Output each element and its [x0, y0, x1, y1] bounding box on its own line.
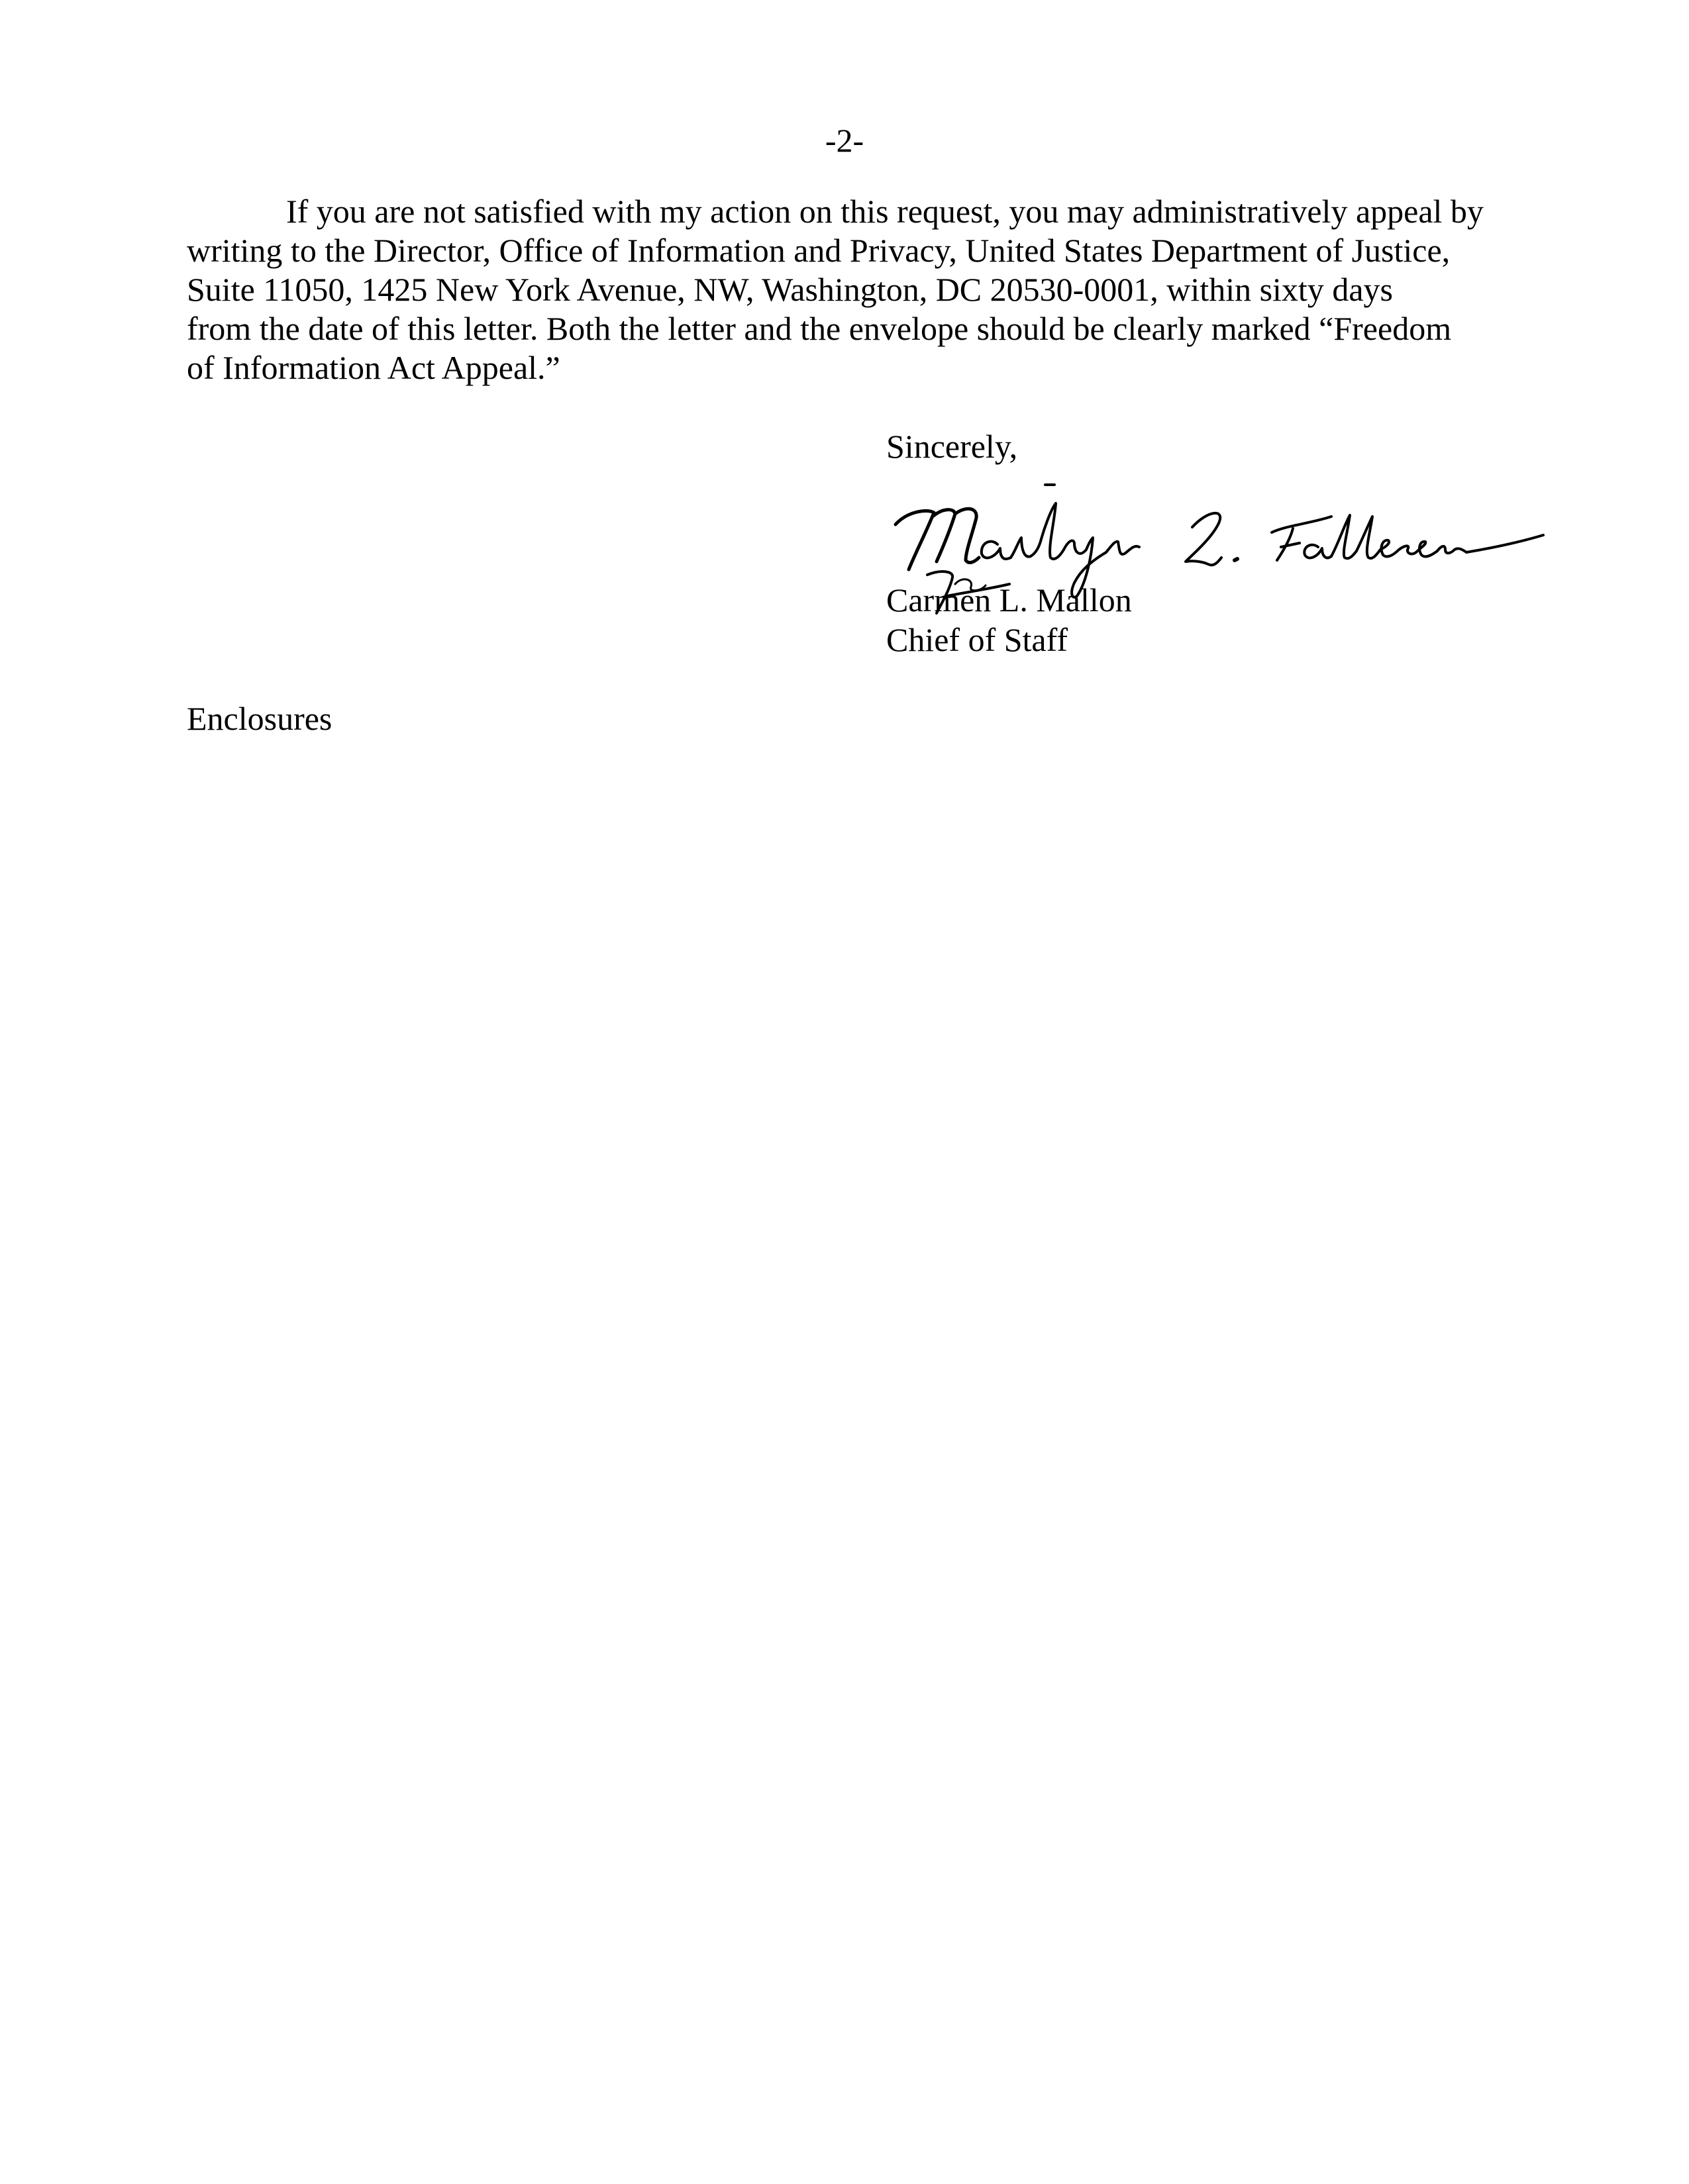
- paragraph-line: Suite 11050, 1425 New York Avenue, NW, Washington, DC 20530-0001, within sixty days: [187, 271, 1393, 308]
- page-number: -2-: [825, 122, 864, 159]
- closing-salutation: Sincerely,: [886, 428, 1018, 465]
- paragraph-line: writing to the Director, Office of Information and Privacy, United States Department of Justice,: [187, 232, 1451, 269]
- paragraph-line: If you are not satisfied with my action on this request, you may administratively appeal by: [286, 193, 1484, 230]
- enclosures-note: Enclosures: [187, 700, 333, 737]
- paragraph-line: of Information Act Appeal.”: [187, 349, 560, 386]
- paragraph-line: from the date of this letter. Both the letter and the envelope should be clearly marked “Freedom: [187, 310, 1452, 347]
- signer-title: Chief of Staff: [886, 621, 1068, 658]
- appeal-paragraph: [187, 192, 1525, 387]
- signer-name: Carmen L. Mallon: [886, 581, 1132, 619]
